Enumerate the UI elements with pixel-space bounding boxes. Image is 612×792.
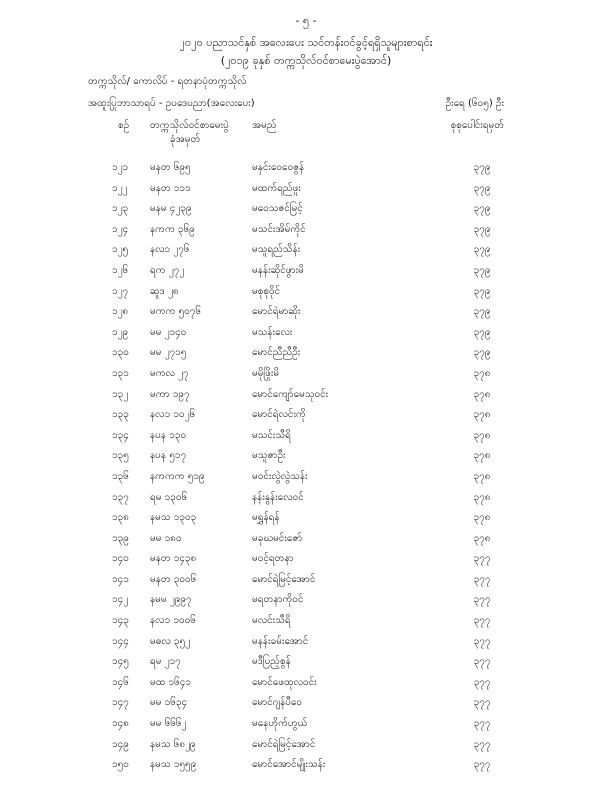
row-exam-id: မနတ ၁၁၁ xyxy=(150,182,191,194)
row-number: ၁၂၈ xyxy=(112,306,129,318)
row-exam-id: မနတ ၁၄၃၈ xyxy=(150,553,197,565)
row-number: ၁၂၂ xyxy=(112,182,128,194)
table-row xyxy=(0,549,612,570)
row-score: ၃၇၇ xyxy=(473,573,491,585)
row-exam-id: နမသ ၁၃၀၃ xyxy=(150,512,197,524)
row-name: မခုဃမင်းဇော် xyxy=(252,532,303,544)
row-name: မသင်းအိမ်ကိုင် xyxy=(252,223,306,235)
row-score: ၃၇၉ xyxy=(473,347,491,359)
row-number: ၁၄၆ xyxy=(112,676,129,688)
row-name: မရွှန်ရန် xyxy=(252,512,280,524)
table-row xyxy=(0,570,612,591)
row-exam-id: ရက ၂၇၂ xyxy=(150,264,185,276)
row-name: မဝင်းလွဲလွဲသန်း xyxy=(252,470,308,482)
row-exam-id: မကလ ၂၇ xyxy=(150,367,189,379)
table-row xyxy=(0,714,612,735)
row-score: ၃၇၉ xyxy=(473,223,491,235)
row-name: မောင်ရဲမြင့်အောင် xyxy=(252,738,316,750)
row-name: မစုစုဝိုင် xyxy=(252,285,281,297)
table-row xyxy=(0,488,612,509)
row-number: ၁၄၂ xyxy=(112,594,129,606)
row-exam-id: နလ၁ ၁၀၀၆ xyxy=(150,615,196,627)
row-name: မောင်ကျော်မေသုဝင်း xyxy=(252,388,329,400)
row-number: ၁၂၄ xyxy=(112,223,129,235)
row-number: ၁၃၄ xyxy=(112,429,129,441)
table-row xyxy=(0,426,612,447)
table-row xyxy=(0,673,612,694)
row-score: ၃၇၇ xyxy=(473,553,491,565)
table-row xyxy=(0,735,612,756)
row-exam-id: မနတ ၆၉၅ xyxy=(150,162,191,173)
header-name: အမည် xyxy=(252,120,277,131)
table-row xyxy=(0,323,612,344)
row-number: ၁၃၃ xyxy=(112,409,129,421)
row-score: ၃၇၉ xyxy=(473,162,491,173)
row-number: ၁၃၁ xyxy=(112,367,129,379)
row-name: မမိုဖြိုးမိ xyxy=(252,367,280,379)
document-subtitle: (၂၀၁၉ ခုနှစ် တက္ကသိုလ်ဝင်စာမေးပွဲအောင်) xyxy=(220,54,392,67)
row-score: ၃၇၇ xyxy=(473,676,491,688)
row-number: ၁၃၇ xyxy=(112,491,129,503)
row-score: ၃၇၇ xyxy=(473,759,491,771)
row-number: ၁၃၀ xyxy=(112,347,129,359)
row-score: ၃၇၉ xyxy=(473,285,491,297)
row-exam-id: နလ၁ ၂၇၆ xyxy=(150,244,190,256)
row-name: မသူရည်သိန်း xyxy=(252,244,301,256)
table-row xyxy=(0,199,612,220)
row-score: ၃၇၈ xyxy=(473,429,491,441)
table-row xyxy=(0,529,612,550)
results-table xyxy=(0,158,612,776)
row-name: မောင်ရဲမာဆိုး xyxy=(252,306,301,318)
row-score: ၃၇၉ xyxy=(473,203,491,215)
header-id-line2: ခုံအမှတ် xyxy=(170,134,201,145)
row-name: မသန်းလေး xyxy=(252,326,293,338)
row-exam-id: နကက ၃၆၉ xyxy=(150,223,195,235)
table-row xyxy=(0,179,612,200)
table-row xyxy=(0,755,612,776)
row-name: မနေဟိုက်ဟွယ် xyxy=(252,718,308,730)
row-name: မဝေသဇင်မြင့် xyxy=(252,203,303,215)
row-exam-id: မကက ၅၀၇၆ xyxy=(150,306,201,318)
row-score: ၃၇၉ xyxy=(473,306,491,318)
row-number: ၁၄၅ xyxy=(112,656,129,668)
row-name: မရတနာကိုဝင် xyxy=(252,594,304,606)
row-name: မထက်ရည်ဖူး xyxy=(252,182,301,194)
total-count: ဦးရေ (၆၀၅) ဦး xyxy=(445,98,504,109)
table-row xyxy=(0,405,612,426)
row-score: ၃၇၈ xyxy=(473,470,491,482)
row-exam-id: နမသ ၆၈၂၉ xyxy=(150,738,196,750)
document-title: ၂၀၂၀ ပညာသင်နှစ် အလေးပေး သင်တန်းဝင်ခွင့်ရရှိသူများစာရင်း xyxy=(179,36,433,49)
table-row xyxy=(0,261,612,282)
row-number: ၁၃၈ xyxy=(112,512,129,524)
row-score: ၃၇၈ xyxy=(473,512,491,524)
row-score: ၃၇၈ xyxy=(473,409,491,421)
row-name: မသင်းသီရိ xyxy=(252,429,291,441)
row-score: ၃၇၇ xyxy=(473,615,491,627)
table-row xyxy=(0,467,612,488)
row-score: ၃၇၉ xyxy=(473,244,491,256)
header-id: တက္ကသိုလ်ဝင်စာမေးပွဲ xyxy=(150,120,229,131)
row-number: ၁၃၂ xyxy=(112,388,129,400)
row-score: ၃၇၈ xyxy=(473,388,491,400)
row-exam-id: မမ ၂၁၄၀ xyxy=(150,326,187,338)
table-row xyxy=(0,693,612,714)
row-number: ၁၄၀ xyxy=(112,553,129,565)
row-exam-id: နပန ၅၁၇ xyxy=(150,450,187,462)
table-row xyxy=(0,343,612,364)
row-number: ၁၃၅ xyxy=(112,450,129,462)
row-name: မောင်ရဲလင်းကို xyxy=(252,409,306,421)
row-exam-id: ရမ ၂၁၇ xyxy=(150,656,181,668)
header-num: စဉ် xyxy=(118,120,130,131)
table-row xyxy=(0,446,612,467)
row-number: ၁၂၅ xyxy=(112,244,129,256)
row-exam-id: မကာ ၁၉၇ xyxy=(150,388,190,400)
row-exam-id: နမသ ၁၅၅၉ xyxy=(150,759,197,771)
row-number: ၁၄၇ xyxy=(112,697,129,709)
row-number: ၁၄၈ xyxy=(112,718,129,730)
row-exam-id: နမမ ၂၉၉၇ xyxy=(150,594,192,606)
table-row xyxy=(0,302,612,323)
row-exam-id: မမ ၁၈၀ xyxy=(150,532,182,544)
row-exam-id: မမ ၆၆၆၂ xyxy=(150,718,187,730)
row-score: ၃၇၇ xyxy=(473,738,491,750)
table-row xyxy=(0,282,612,303)
row-score: ၃၇၈ xyxy=(473,450,491,462)
row-number: ၁၅၀ xyxy=(112,759,129,771)
major-line: အထူးပြုဘာသာရပ် - ဥပဒေပညာ(အလေးပေး) xyxy=(88,98,255,109)
row-name: မသူဇာဦး xyxy=(252,450,286,462)
row-score: ၃၇၇ xyxy=(473,594,491,606)
row-name: မောင်ဂျန်ပီဝေ xyxy=(252,697,303,709)
row-name: မနှင်းဝေဝေဇွန် xyxy=(252,162,305,173)
row-score: ၃၇၇ xyxy=(473,697,491,709)
header-score: စုစုပေါင်းရမှတ် xyxy=(450,120,504,131)
row-name: မဒီပြည့်စွန် xyxy=(252,656,291,668)
table-row xyxy=(0,632,612,653)
row-name: မောင်ရဲမြင့်အောင် xyxy=(252,573,316,585)
row-name: နန်းနွန်းလေဝင် xyxy=(252,491,304,503)
row-score: ၃၇၉ xyxy=(473,182,491,194)
table-row xyxy=(0,611,612,632)
row-score: ၃၇၇ xyxy=(473,718,491,730)
row-score: ၃၇၉ xyxy=(473,264,491,276)
row-number: ၁၄၉ xyxy=(112,738,129,750)
university-line: တက္ကသိုလ်/ ကောလိပ် - ရတနာပုံတက္ကသိုလ် xyxy=(88,76,247,87)
row-exam-id: ရမ ၁၃၀၆ xyxy=(150,491,188,503)
page-number: - ၅ - xyxy=(295,14,317,27)
row-number: ၁၂၉ xyxy=(112,326,129,338)
row-exam-id: မမ ၂၇၁၅ xyxy=(150,347,187,359)
row-exam-id: မထ ၁၆၄၁ xyxy=(150,676,192,688)
row-score: ၃၇၈ xyxy=(473,532,491,544)
row-number: ၁၂၃ xyxy=(112,203,129,215)
row-number: ၁၃၉ xyxy=(112,532,129,544)
row-number: ၁၂၆ xyxy=(112,264,129,276)
row-name: မောင်အောင်မျိုးသန်း xyxy=(252,759,326,771)
row-score: ၃၇၈ xyxy=(473,491,491,503)
row-score: ၃၇၉ xyxy=(473,326,491,338)
row-name: မဝင့်ရတနာ xyxy=(252,553,294,565)
table-row xyxy=(0,220,612,241)
row-number: ၁၃၆ xyxy=(112,470,129,482)
table-row xyxy=(0,508,612,529)
row-name: မလင်းသီရိ xyxy=(252,615,291,627)
row-exam-id: ဆူဒ ၂၈ xyxy=(150,285,179,297)
row-score: ၃၇၈ xyxy=(473,367,491,379)
row-exam-id: နကကက ၅၁၉ xyxy=(150,470,205,482)
row-score: ၃၇၇ xyxy=(473,656,491,668)
row-exam-id: မနမ ၄၂၃၉ xyxy=(150,203,192,215)
row-exam-id: နပန ၁၃၀ xyxy=(150,429,187,441)
row-exam-id: မဓလ ၃၅၂ xyxy=(150,635,191,647)
row-name: မောင်ညီညီဦး xyxy=(252,347,301,359)
row-name: မနန်းခမ်းအောင် xyxy=(252,635,309,647)
row-name: မနန်းဆိုင်ဖွားမိ xyxy=(252,264,304,276)
table-row xyxy=(0,240,612,261)
row-number: ၁၂၁ xyxy=(112,162,129,173)
row-number: ၁၄၄ xyxy=(112,635,129,647)
table-row xyxy=(0,385,612,406)
row-exam-id: မနတ ၃၀၀၆ xyxy=(150,573,197,585)
row-number: ၁၄၃ xyxy=(112,615,129,627)
row-number: ၁၄၁ xyxy=(112,573,129,585)
table-row xyxy=(0,652,612,673)
table-row xyxy=(0,590,612,611)
row-name: မောင်ဖေထုလဝင်း xyxy=(252,676,317,688)
row-number: ၁၂၇ xyxy=(112,285,129,297)
row-exam-id: နလ၁ ၁၀၂၆ xyxy=(150,409,196,421)
row-exam-id: မမ ၁၆၃၄ xyxy=(150,697,188,709)
table-row xyxy=(0,158,612,179)
row-score: ၃၇၇ xyxy=(473,635,491,647)
table-row xyxy=(0,364,612,385)
